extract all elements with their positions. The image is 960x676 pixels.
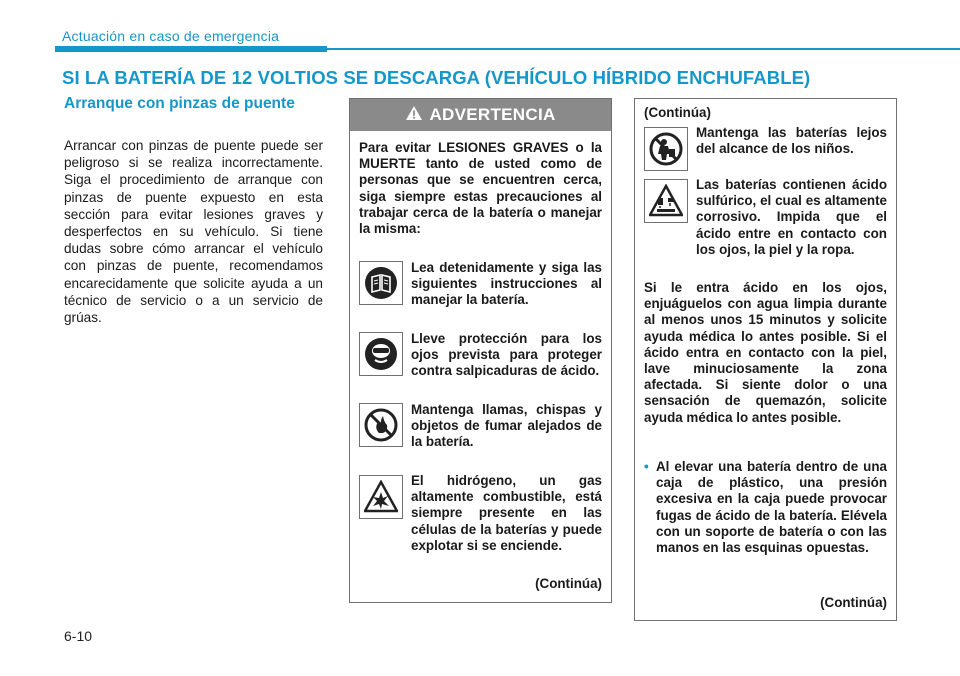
warning-item-text: El hidrógeno, un gas altamente combustible, está siempre presente en las células de la baterías y puede explotar si se enciende. xyxy=(411,473,602,553)
acid-first-aid-paragraph: Si le entra ácido en los ojos, enjuáguelos con agua limpia durante al menos unos 15 minutos y solicite ayuda médica lo antes posible. Si el ácido entra en contacto con la piel, lave minuciosamente la zona afectada. Si siente dolor o una sensación de quemazón, solicite ayuda médica lo antes posible. xyxy=(644,280,887,425)
warning-item-text: Mantenga llamas, chispas y objetos de fumar alejados de la batería. xyxy=(411,402,602,450)
section-title: Actuación en caso de emergencia xyxy=(62,28,280,44)
header-rule-thick xyxy=(55,46,327,52)
read-manual-icon xyxy=(359,261,403,305)
continued-item-text: Las baterías contienen ácido sulfúrico, el cual es altamente corrosivo. Impida que el ácido entre en contacto con los ojos, la piel y la ropa. xyxy=(696,177,887,257)
warning-header-label: ADVERTENCIA xyxy=(429,105,556,124)
continued-item-text: Mantenga las baterías lejos del alcance de los niños. xyxy=(696,125,887,157)
continued-label: (Continúa) xyxy=(820,595,887,610)
continued-warning-box xyxy=(634,98,897,621)
eye-protection-icon xyxy=(359,332,403,376)
keep-away-from-children-icon xyxy=(644,127,688,171)
corrosive-acid-icon xyxy=(644,179,688,223)
bullet-text: Al elevar una batería dentro de una caja de plástico, una presión excesiva en la caja puede provocar fugas de ácido de la batería. Elévela con un soporte de batería o con las manos en las esquinas opuestas. xyxy=(656,459,887,556)
warning-triangle-icon xyxy=(405,105,423,126)
bullet-item xyxy=(644,459,887,556)
warning-box xyxy=(349,98,612,603)
no-flames-icon xyxy=(359,403,403,447)
explosion-hazard-icon xyxy=(359,475,403,519)
page-number: 6-10 xyxy=(64,628,93,644)
continued-label: (Continúa) xyxy=(535,576,602,591)
subheading: Arranque con pinzas de puente xyxy=(64,95,295,112)
continued-header: (Continúa) xyxy=(644,105,711,120)
bullet-dot: • xyxy=(644,459,649,474)
warning-item-text: Lea detenidamente y siga las siguientes instrucciones al manejar la batería. xyxy=(411,260,602,308)
header-rule-thin xyxy=(327,48,960,50)
intro-paragraph: Arrancar con pinzas de puente puede ser peligroso si se realiza incorrectamente. Siga el procedimiento de arranque con pinzas de puente expuesto en esta sección para evitar lesiones graves y desperfectos en su vehículo. Si tiene dudas sobre cómo arrancar el vehículo con pinzas de puente, recomendamos encarecidamente que solicite ayuda a un técnico de servicio o a un servicio de grúas. xyxy=(64,138,323,326)
warning-header xyxy=(350,99,611,131)
page-heading: SI LA BATERÍA DE 12 VOLTIOS SE DESCARGA (VEHÍCULO HÍBRIDO ENCHUFABLE) xyxy=(62,67,811,88)
warning-intro: Para evitar LESIONES GRAVES o la MUERTE tanto de usted como de personas que se encuentren cerca, siga siempre estas precauciones al trabajar cerca de la batería o manejar la misma: xyxy=(359,140,602,237)
warning-item-text: Lleve protección para los ojos prevista para proteger contra salpicaduras de ácido. xyxy=(411,331,602,379)
